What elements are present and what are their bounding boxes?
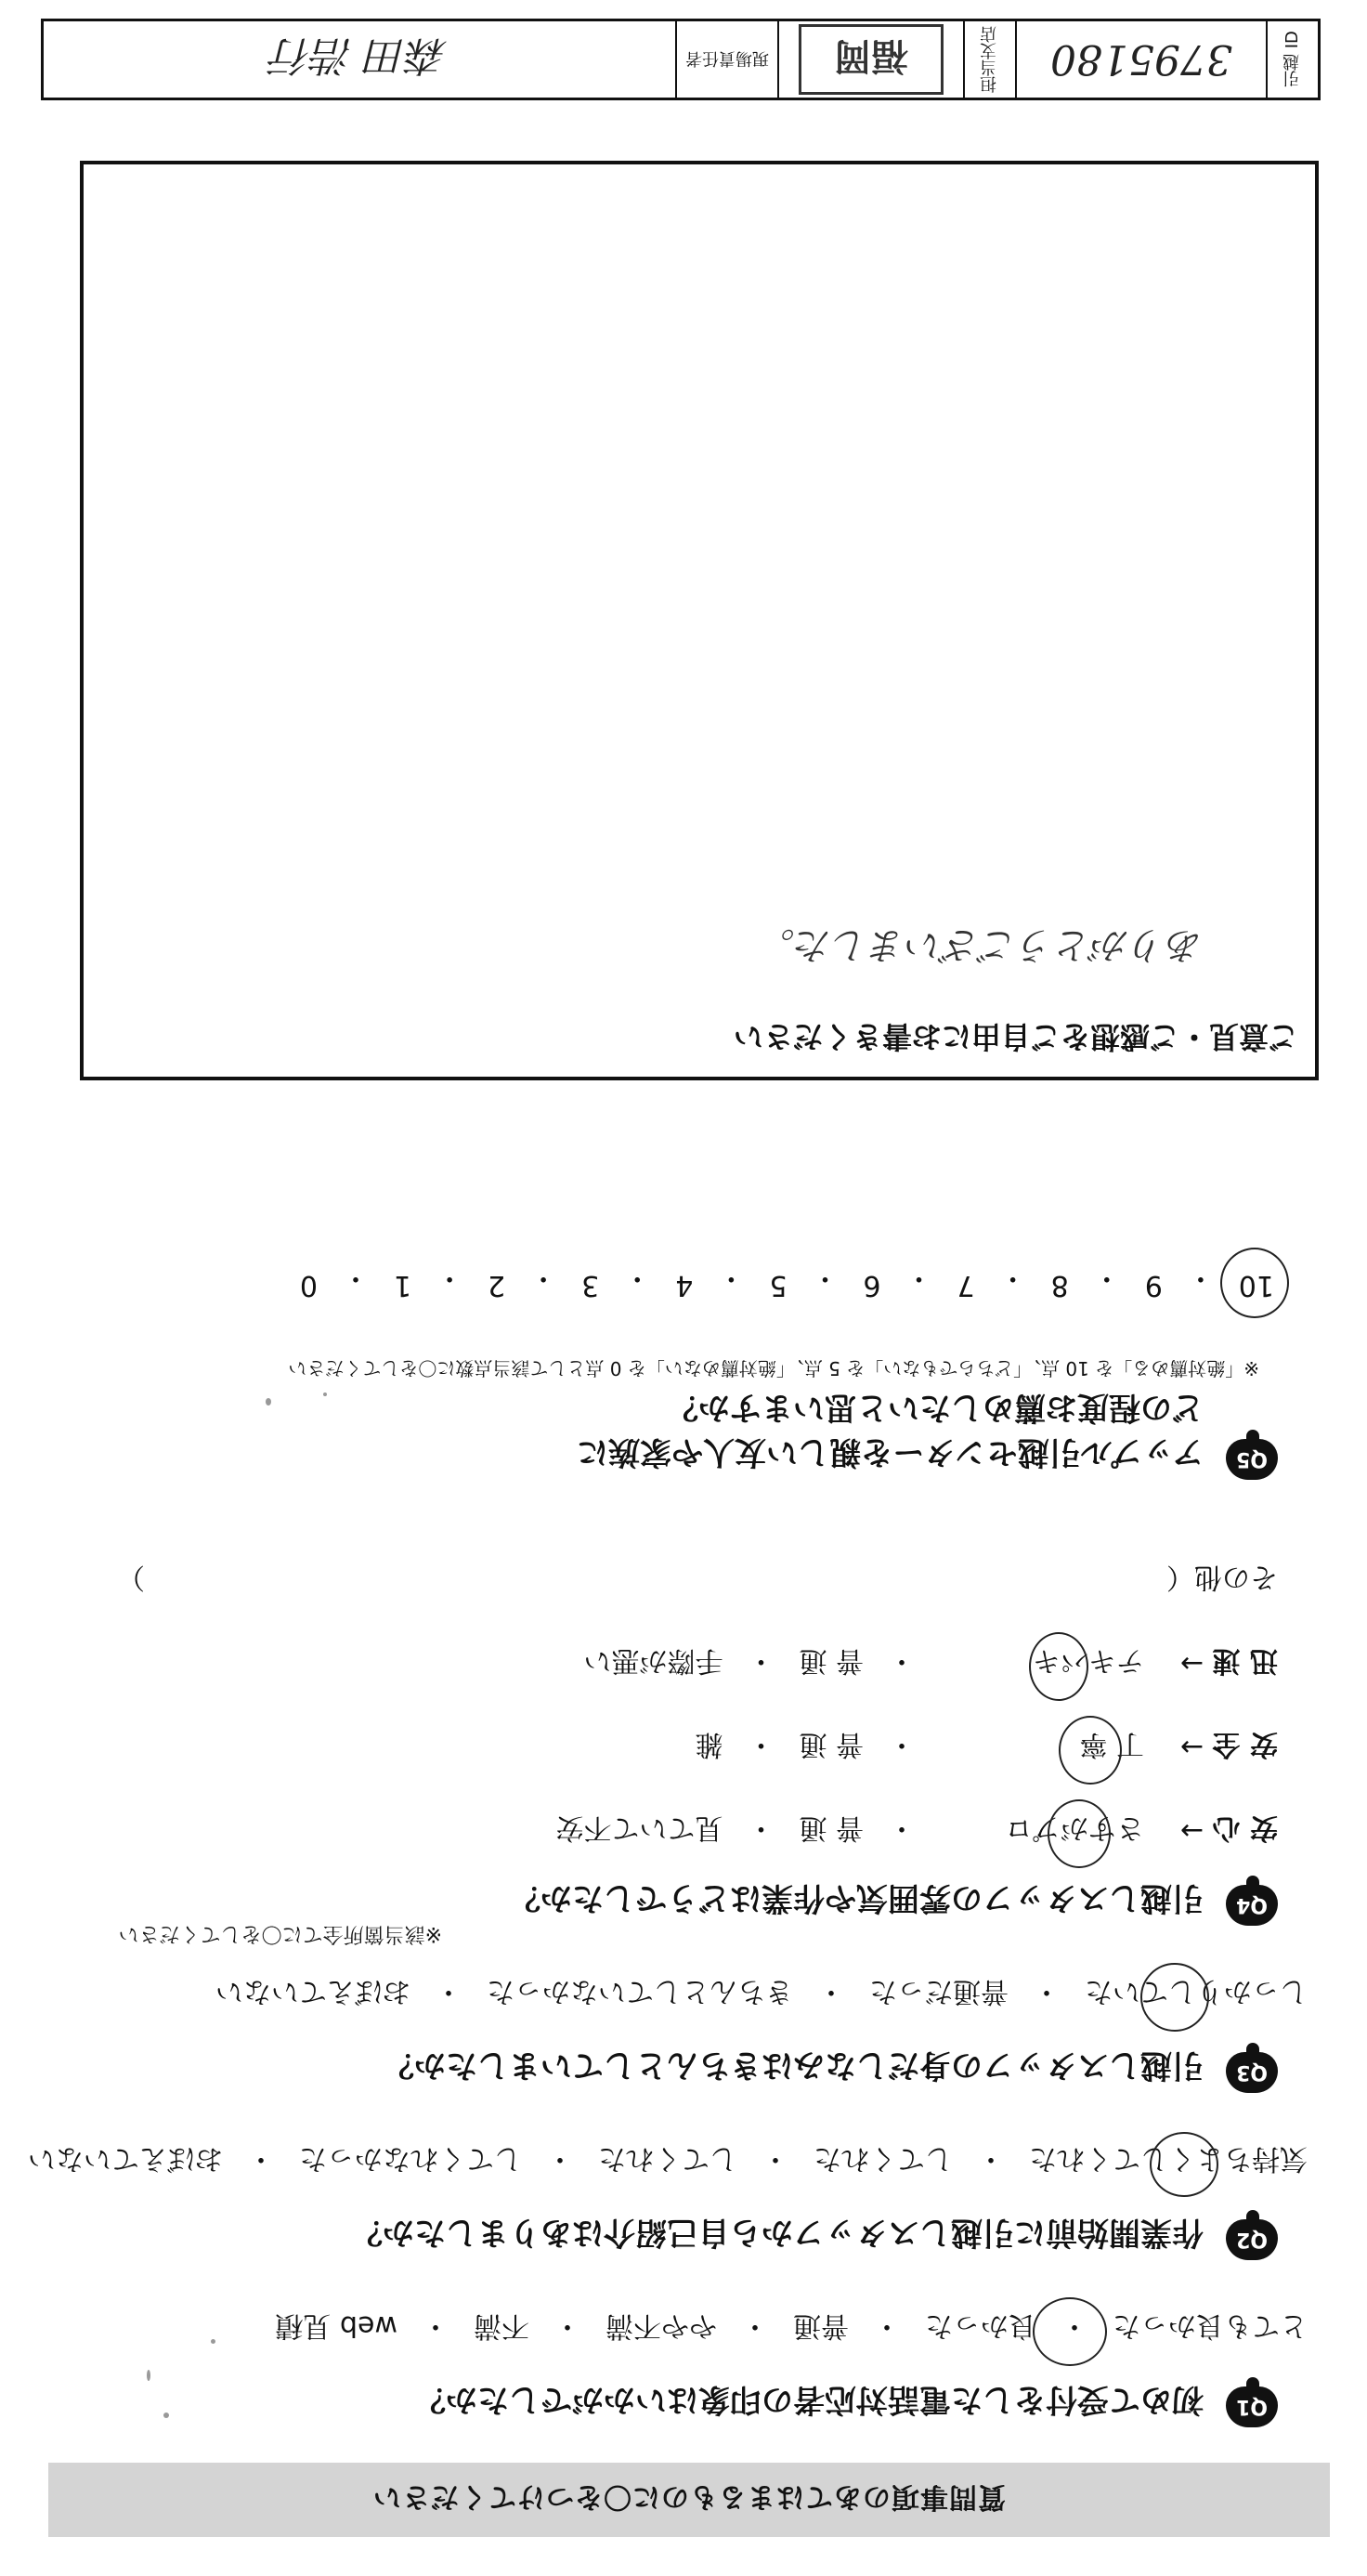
q2-option[interactable]: おぼえていない: [28, 2142, 223, 2175]
q4-jinsoku-circle-mark: [1029, 1632, 1088, 1701]
q2-badge: Q2: [1226, 2219, 1278, 2260]
q2-option[interactable]: してくれなかった: [299, 2142, 522, 2175]
q3-option[interactable]: おぼえていない: [215, 1975, 410, 2007]
q4-row-jinsoku: 迅 速 → テキパキ ・ 普 通 ・ 手際が悪い: [579, 1643, 1278, 1684]
q1-options: とても良かった ・ 良かった ・ 普通 ・ やや不満 ・ 不満 ・ web 見積: [271, 2308, 1311, 2349]
q3-circle-mark: [1140, 1963, 1209, 2032]
q4-badge: Q4: [1226, 1885, 1278, 1926]
q3-option[interactable]: きちんとしていなかった: [487, 1975, 793, 2007]
q3-option[interactable]: 普通だった: [869, 1975, 1009, 2007]
q3-badge: Q3: [1226, 2052, 1278, 2093]
other-close: ）: [117, 1561, 145, 1593]
id-value: 3795180: [1050, 35, 1232, 84]
q5-title-line2: どの程度お薦めしたいと思いますか？: [667, 1389, 1204, 1426]
q2-option[interactable]: 気持ちよくしてくれた: [1029, 2142, 1308, 2175]
q3-title: 引越しスタッフの身だしなみはきちんとしていましたか？: [383, 2046, 1204, 2084]
q4-option[interactable]: 普 通: [799, 1728, 864, 1760]
row-label: 迅 速: [1212, 1644, 1278, 1677]
id-label: 引越 ID: [1282, 31, 1302, 88]
q5-circle-mark: [1220, 1248, 1289, 1318]
scan-speck: [211, 2339, 215, 2344]
scale-point[interactable]: 10: [1238, 1269, 1274, 1301]
q4-note: ※該当箇所全てに〇をしてください: [118, 1922, 442, 1945]
arrow-icon: →: [1179, 1731, 1204, 1764]
q1-option[interactable]: 普通: [793, 2309, 849, 2342]
comment-prompt: ご意見・ご感想をご自由にお書きください: [733, 1019, 1298, 1054]
q1-option[interactable]: とても良かった: [1113, 2309, 1308, 2342]
instruction-bar: [48, 2463, 1330, 2537]
q5-badge: Q5: [1226, 1439, 1278, 1480]
scale-point[interactable]: 3: [581, 1269, 600, 1301]
leader-value: 森田 浩行: [271, 32, 448, 79]
q5-scale: 10 ・ 9 ・ 8 ・ 7 ・ 6 ・ 5 ・ 4 ・ 3 ・ 2 ・ 1 ・ 0: [296, 1261, 1278, 1301]
q1-circle-mark: [1033, 2297, 1107, 2366]
q4-option[interactable]: 丁 寧: [1079, 1728, 1144, 1760]
scale-point[interactable]: 7: [957, 1269, 975, 1301]
scale-point[interactable]: 6: [863, 1269, 881, 1301]
scan-speck: [266, 1398, 271, 1406]
q4-option[interactable]: さすがプロ: [1005, 1811, 1144, 1844]
q4-title: 引越しスタッフの雰囲気や作業はどうでしたか？: [509, 1879, 1204, 1916]
branch-label: 担当支店: [980, 26, 999, 93]
other-label: その他（: [1166, 1561, 1278, 1593]
q1-option[interactable]: web 見積: [275, 2309, 397, 2342]
q4-option[interactable]: 手際が悪い: [583, 1644, 723, 1677]
scale-point[interactable]: 1: [393, 1269, 412, 1301]
scale-point[interactable]: 0: [299, 1269, 318, 1301]
scan-speck: [147, 2370, 150, 2381]
row-label: 安 心: [1212, 1811, 1278, 1844]
q4-anshin-circle-mark: [1048, 1799, 1111, 1868]
q1-title: 初めて受付をした電話対応者の印象はいかがでしたか？: [414, 2381, 1204, 2418]
q4-row-anshin: 安 心 → さすがプロ ・ 普 通 ・ 見ていて不安: [552, 1811, 1278, 1851]
leader-label: 現場責任者: [685, 48, 769, 68]
q1-option[interactable]: やや不満: [605, 2309, 717, 2342]
q1-option[interactable]: 良かった: [925, 2309, 1036, 2342]
leader-value-cell: [44, 21, 675, 98]
q4-option[interactable]: テキパキ: [1033, 1644, 1144, 1677]
q2-options: 気持ちよくしてくれた ・ してくれた ・ してくれた ・ してくれなかった ・ おぼえていない: [24, 2141, 1311, 2182]
q4-anzen-circle-mark: [1059, 1716, 1122, 1785]
info-table: [41, 19, 1321, 100]
scale-point[interactable]: 8: [1050, 1269, 1069, 1301]
instruction-text: 質問事項のあてはまるものに〇をつけてください: [372, 2480, 1006, 2513]
id-label-cell: [1266, 21, 1318, 98]
q2-option[interactable]: してくれた: [814, 2142, 953, 2175]
q4-option[interactable]: 普 通: [799, 1811, 864, 1844]
row-label: 安 全: [1212, 1728, 1278, 1760]
leader-label-cell: [675, 21, 777, 98]
scale-point[interactable]: 5: [769, 1269, 788, 1301]
q4-option[interactable]: 普 通: [799, 1644, 864, 1677]
comment-box[interactable]: [80, 161, 1319, 1080]
scan-speck: [163, 2413, 169, 2418]
id-value-cell: [1015, 21, 1266, 98]
scale-point[interactable]: 4: [675, 1269, 694, 1301]
comment-handwriting: ありがとうございました。: [758, 923, 1204, 966]
q4-option[interactable]: 雑: [695, 1728, 723, 1760]
arrow-icon: →: [1179, 1814, 1204, 1848]
arrow-icon: →: [1179, 1647, 1204, 1680]
branch-label-cell: [963, 21, 1015, 98]
scale-point[interactable]: 2: [488, 1269, 506, 1301]
scale-point[interactable]: 9: [1144, 1269, 1163, 1301]
q4-row-anzen: 安 全 → 丁 寧 ・ 普 通 ・ 雑: [691, 1727, 1278, 1768]
branch-value: 福岡: [834, 34, 908, 78]
scan-speck: [323, 1393, 327, 1396]
q1-badge: Q1: [1226, 2386, 1278, 2427]
q4-row-other: [117, 1560, 1278, 1601]
q2-circle-mark: [1150, 2132, 1218, 2197]
q5-title-line1: アップル引越センターを親しい友人や家族に: [577, 1433, 1204, 1471]
q3-option[interactable]: しっかりしていた: [1085, 1975, 1308, 2007]
q4-option[interactable]: 見ていて不安: [555, 1811, 723, 1844]
q3-options: しっかりしていた ・ 普通だった ・ きちんとしていなかった ・ おぼえていない: [212, 1974, 1311, 2015]
q5-note: ※「絶対薦める」を 10 点、「どちらでもない」を 5 点、「絶対薦めない」を 0 点として該当点数に〇をしてください: [288, 1357, 1259, 1380]
q2-option[interactable]: してくれた: [598, 2142, 737, 2175]
branch-value-cell: [777, 21, 963, 98]
branch-stamp: [799, 24, 944, 95]
q2-title: 作業開始前に引越しスタッフから自己紹介はありましたか？: [351, 2214, 1204, 2251]
q1-option[interactable]: 不満: [474, 2309, 529, 2342]
